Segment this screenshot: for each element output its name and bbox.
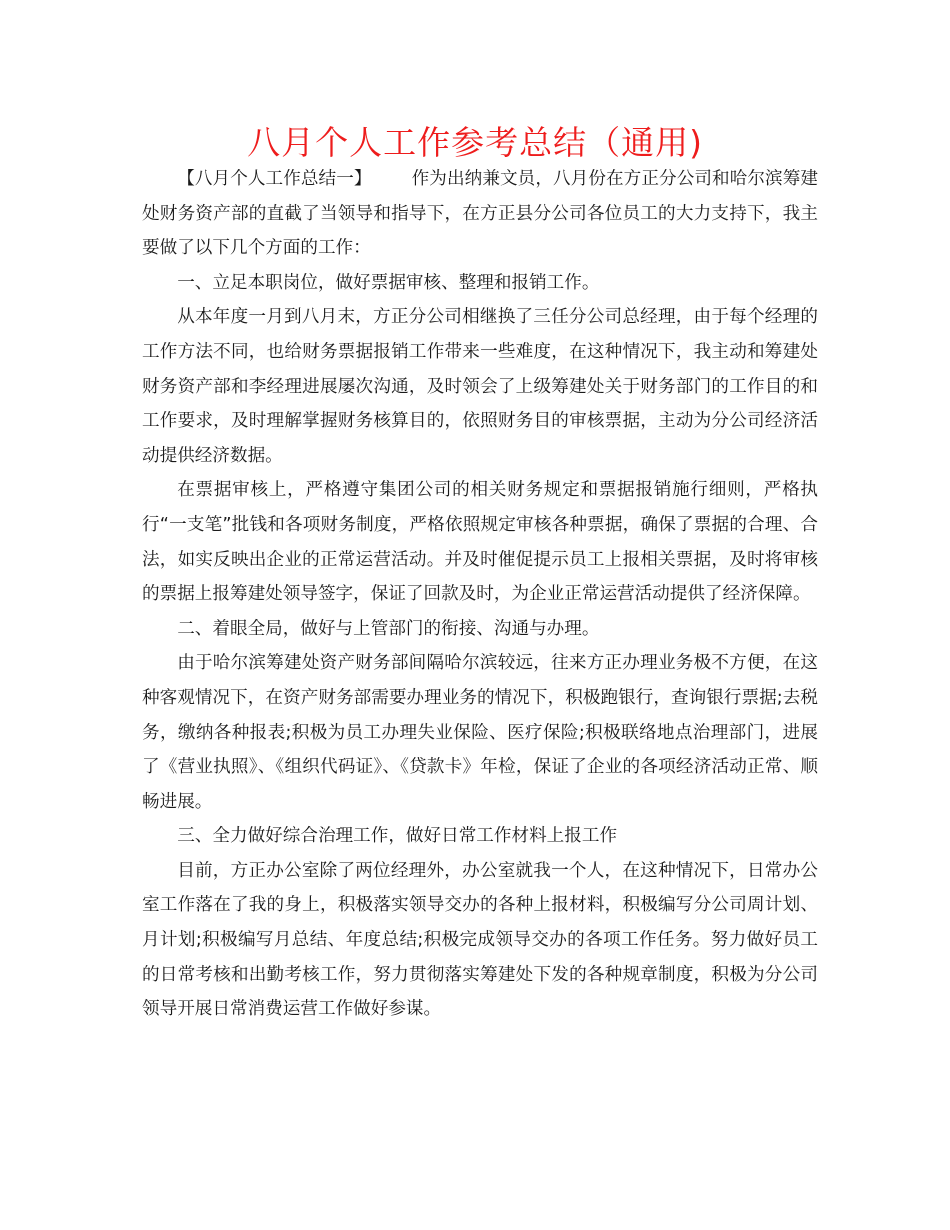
paragraph-1	[142, 162, 818, 266]
heading-3: 三、全力做好综合治理工作，做好日常工作材料上报工作	[177, 826, 618, 847]
heading-2: 二、着眼全局，做好与上管部门的衔接、沟通与办理。	[177, 618, 600, 639]
document-body	[142, 162, 818, 1027]
paragraph-4: 由于哈尔滨筹建处资产财务部间隔哈尔滨较远，往来方正办理业务极不方便，在这种客观情况下，在资产财务部需要办理业务的情况下，积极跑银行，查询银行票据;去税务，缴纳各种报表;积极为员工办理失业保险、医疗保险;积极联络地点治理部门，进展了《营业执照》、《组织代码证》、《贷款卡》年检，保证了企业的各项经济活动正常、顺畅进展。	[142, 653, 818, 812]
paragraph-1-text: 作为出纳兼文员，八月份在方正分公司和哈尔滨筹建处财务资产部的直截了当领导和指导下，在方正县分公司各位员工的大力支持下，我主要做了以下几个方面的工作：	[142, 169, 818, 259]
document-title: 八月个人工作参考总结（通用)	[247, 123, 703, 162]
heading-1: 一、立足本职岗位，做好票据审核、整理和报销工作。	[177, 272, 600, 293]
paragraph-3: 在票据审核上，严格遵守集团公司的相关财务规定和票据报销施行细则，严格执行“一支笔”批钱和各项财务制度，严格依照规定审核各种票据，确保了票据的合理、合法，如实反映出企业的正常运营活动。并及时催促提示员工上报相关票据，及时将审核的票据上报筹建处领导签字，保证了回款及时，为企业正常运营活动提供了经济保障。	[142, 480, 818, 605]
paragraph-5: 目前，方正办公室除了两位经理外，办公室就我一个人，在这种情况下，日常办公室工作落在了我的身上，积极落实领导交办的各种上报材料，积极编写分公司周计划、月计划;积极编写月总结、年度总结;积极完成领导交办的各项工作任务。努力做好员工的日常考核和出勤考核工作，努力贯彻落实筹建处下发的各种规章制度，积极为分公司领导开展日常消费运营工作做好参谋。	[142, 860, 818, 1020]
paragraph-2: 从本年度一月到八月末，方正分公司相继换了三任分公司总经理，由于每个经理的工作方法不同，也给财务票据报销工作带来一些难度，在这种情况下，我主动和筹建处财务资产部和李经理进展屡次沟通，及时领会了上级筹建处关于财务部门的工作目的和工作要求，及时理解掌握财务核算目的，依照财务目的审核票据，主动为分公司经济活动提供经济数据。	[142, 307, 818, 466]
section-tag: 【八月个人工作总结一】	[177, 169, 372, 189]
